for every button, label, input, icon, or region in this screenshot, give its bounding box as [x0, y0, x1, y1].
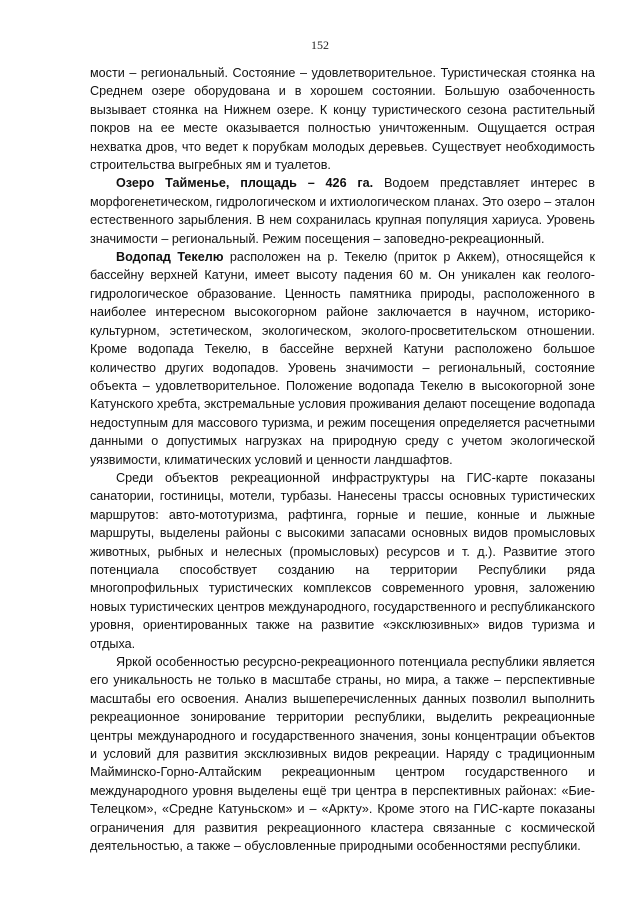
paragraph-text: Среди объектов рекреационной инфраструктуры на ГИС-карте показаны санатории, гостиницы, мотели, турбазы. Нанесены трассы основных туристических маршрутов: авто-мототуризма, рафтинга, горные и пешие, конные и лыжные маршруты, выделены районы с высокими запасами основных видов промысловых животных, рыбных и нелесных (промысловых) ресурсов и т. д.). Развитие этого потенциала способствует созданию на территории Республики ряда многопрофильных туристических комплексов современного уровня, заложению новых туристических центров международного, государственного и республиканского уровня, ориентированных также на развитие «эксклюзивных» видов туризма и отдыха. — [90, 470, 595, 651]
paragraph-tekelyu-waterfall — [90, 248, 595, 469]
paragraph-text: Водоем представляет интерес в морфогенетическом, гидрологическом и ихтиологическом планах. Это озеро – эталон естественного зарыбления. В нем сохранилась крупная популяция хариуса. Уровень значимости – региональный. Режим посещения – заповедно-рекреационный. — [90, 176, 595, 246]
paragraph-infrastructure — [90, 469, 595, 653]
paragraph-continuation — [90, 64, 595, 174]
body-text — [90, 64, 595, 855]
paragraph-text: расположен на р. Текелю (приток р Аккем), относящейся к бассейну верхней Катуни, имеет высоту падения 60 м. Он уникален как геолого-гидрологическое образование. Ценность памятника природы, расположенного в наиболее интересном высокогорном районе заключается в научном, историко-культурном, эстетическом, экологическом, эколого-просветительском отношении. Кроме водопада Текелю, в бассейне верхней Катуни расположено большое количество других водопадов. Уровень значимости – региональный, состояние объекта – удовлетворительное. Положение водопада Текелю в высокогорной зоне Катунского хребта, экстремальные условия проживания делают посещение водопада недоступным для массового туризма, и режим посещения определяется расчетными данными о допустимых нагрузках на природную среду с учетом экологической уязвимости, климатических условий и ценности ландшафтов. — [90, 250, 595, 467]
paragraph-heading: Озеро Тайменье, площадь – 426 га. — [116, 176, 374, 191]
paragraph-heading: Водопад Текелю — [116, 250, 224, 265]
paragraph-recreation-potential — [90, 653, 595, 855]
paragraph-text: Яркой особенностью ресурсно-рекреационного потенциала республики является его уникальность не только в масштабе страны, но мира, а также – перспективные масштабы его освоения. Анализ вышеперечисленных данных позволил выполнить рекреационное зонирование территории республики, выделить рекреационные центры международного и государственного значения, зоны концентрации объектов и условий для развития эксклюзивных видов рекреации. Наряду с традиционным Майминско-Горно-Алтайским рекреационным центром государственного и международного уровня выделены ещё три центра в перспективных районах: «Бие-Телецком», «Средне Катуньском» и – «Аркту». Кроме этого на ГИС-карте показаны ограничения для развития рекреационного кластера связанные с космической деятельностью, а также – обусловленные природными особенностями республики. — [90, 655, 595, 854]
page-number: 152 — [311, 38, 329, 52]
paragraph-lake-taimenye — [90, 174, 595, 248]
paragraph-text: мости – региональный. Состояние – удовлетворительное. Туристическая стоянка на Среднем озере оборудована и в хорошем состоянии. Большую озабоченность вызывает стоянка на Нижнем озере. К концу туристического сезона растительный покров на ее месте оказывается полностью уничтоженным. Ощущается острая нехватка дров, что ведет к порубкам молодых деревьев. Существует необходимость строительства выгребных ям и туалетов. — [90, 66, 595, 173]
